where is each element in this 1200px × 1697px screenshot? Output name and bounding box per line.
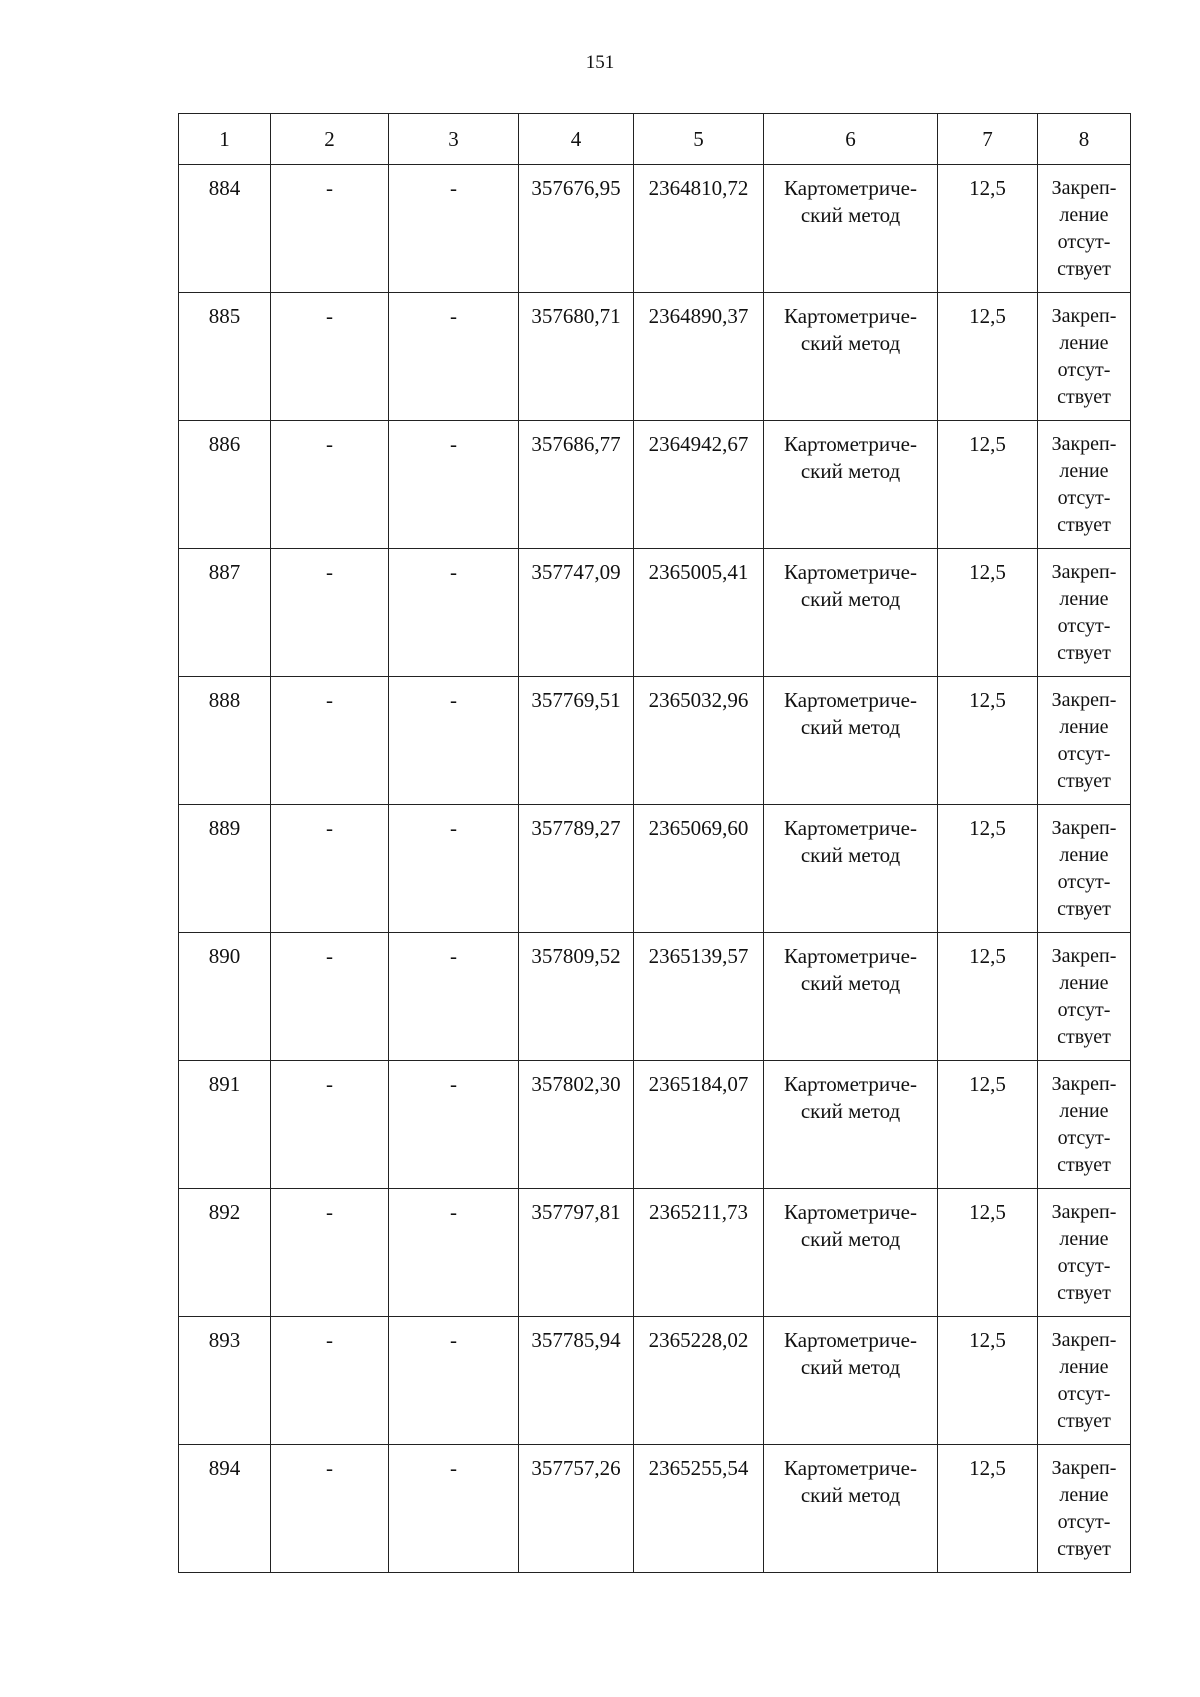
cell-point-number — [179, 165, 271, 293]
cell-fixation — [1038, 805, 1131, 933]
accuracy-text: 12,5 — [969, 688, 1006, 712]
col-2-value-text: - — [326, 304, 333, 328]
cell-col-2-value — [271, 1189, 389, 1317]
cell-fixation — [1038, 165, 1131, 293]
coordinate-x-text: 357789,27 — [531, 816, 621, 840]
cell-method — [764, 933, 938, 1061]
cell-col-2-value — [271, 805, 389, 933]
accuracy-text: 12,5 — [969, 1456, 1006, 1480]
point-number-text: 892 — [208, 1200, 241, 1224]
table-body — [179, 165, 1131, 1573]
accuracy-text: 12,5 — [969, 1328, 1006, 1352]
coordinate-y-text: 2365032,96 — [648, 688, 749, 712]
table-row — [179, 421, 1131, 549]
point-number-text: 890 — [208, 944, 241, 968]
method-text: Картометриче- ский метод — [784, 1072, 917, 1123]
cell-point-number — [179, 421, 271, 549]
coordinate-y-text: 2364890,37 — [648, 304, 749, 328]
coordinate-y-text: 2365184,07 — [648, 1072, 749, 1096]
cell-method — [764, 1189, 938, 1317]
cell-method — [764, 421, 938, 549]
table-row — [179, 805, 1131, 933]
cell-coordinate-x — [519, 1445, 634, 1573]
header-row — [179, 114, 1131, 165]
cell-col-3-value — [389, 549, 519, 677]
cell-fixation — [1038, 421, 1131, 549]
fixation-text: Закреп- ление отсут- ствует — [1051, 1329, 1117, 1432]
accuracy-text: 12,5 — [969, 816, 1006, 840]
cell-coordinate-x — [519, 549, 634, 677]
cell-coordinate-x — [519, 293, 634, 421]
cell-col-3-value — [389, 805, 519, 933]
table-row — [179, 165, 1131, 293]
cell-accuracy — [938, 677, 1038, 805]
accuracy-text: 12,5 — [969, 1200, 1006, 1224]
point-number-text: 886 — [208, 432, 241, 456]
cell-col-2-value — [271, 1445, 389, 1573]
accuracy-text: 12,5 — [969, 944, 1006, 968]
cell-method — [764, 677, 938, 805]
table-header — [179, 114, 1131, 165]
method-text: Картометриче- ский метод — [784, 688, 917, 739]
point-number-text: 885 — [208, 304, 241, 328]
cell-coordinate-x — [519, 677, 634, 805]
point-number-text: 887 — [208, 560, 241, 584]
accuracy-text: 12,5 — [969, 432, 1006, 456]
method-text: Картометриче- ский метод — [784, 816, 917, 867]
cell-col-2-value — [271, 933, 389, 1061]
table-row — [179, 1061, 1131, 1189]
method-text: Картометриче- ский метод — [784, 560, 917, 611]
cell-coordinate-y — [634, 293, 764, 421]
cell-accuracy — [938, 1317, 1038, 1445]
cell-accuracy — [938, 549, 1038, 677]
method-text: Картометриче- ский метод — [784, 1328, 917, 1379]
cell-col-2-value — [271, 421, 389, 549]
method-text: Картометриче- ский метод — [784, 304, 917, 355]
cell-point-number — [179, 1061, 271, 1189]
point-number-text: 893 — [208, 1328, 241, 1352]
method-text: Картометриче- ский метод — [784, 176, 917, 227]
table-row — [179, 1189, 1131, 1317]
cell-coordinate-y — [634, 549, 764, 677]
cell-fixation — [1038, 1061, 1131, 1189]
col-2-value-text: - — [326, 560, 333, 584]
fixation-text: Закреп- ление отсут- ствует — [1051, 177, 1117, 280]
col-3-value-text: - — [450, 944, 457, 968]
cell-col-3-value — [389, 677, 519, 805]
col-2-value-text: - — [326, 816, 333, 840]
col-3-value-text: - — [450, 1072, 457, 1096]
cell-coordinate-y — [634, 677, 764, 805]
cell-point-number — [179, 549, 271, 677]
fixation-text: Закреп- ление отсут- ствует — [1051, 1073, 1117, 1176]
col-2-value-text: - — [326, 1200, 333, 1224]
cell-method — [764, 805, 938, 933]
method-text: Картометриче- ский метод — [784, 1456, 917, 1507]
cell-fixation — [1038, 1189, 1131, 1317]
cell-accuracy — [938, 805, 1038, 933]
header-cell-1: 1 — [179, 114, 271, 165]
fixation-text: Закреп- ление отсут- ствует — [1051, 689, 1117, 792]
cell-coordinate-y — [634, 1317, 764, 1445]
cell-accuracy — [938, 1189, 1038, 1317]
point-number-text: 884 — [208, 176, 241, 200]
point-number-text: 888 — [208, 688, 241, 712]
coordinate-x-text: 357802,30 — [531, 1072, 621, 1096]
coordinate-x-text: 357680,71 — [531, 304, 621, 328]
col-2-value-text: - — [326, 1328, 333, 1352]
cell-accuracy — [938, 165, 1038, 293]
fixation-text: Закреп- ление отсут- ствует — [1051, 1457, 1117, 1560]
cell-method — [764, 165, 938, 293]
cell-col-2-value — [271, 1061, 389, 1189]
cell-col-2-value — [271, 165, 389, 293]
cell-fixation — [1038, 933, 1131, 1061]
cell-accuracy — [938, 421, 1038, 549]
cell-coordinate-y — [634, 1189, 764, 1317]
coordinate-x-text: 357757,26 — [531, 1456, 621, 1480]
cell-fixation — [1038, 677, 1131, 805]
cell-accuracy — [938, 1061, 1038, 1189]
cell-coordinate-y — [634, 805, 764, 933]
coordinate-x-text: 357809,52 — [531, 944, 621, 968]
cell-accuracy — [938, 933, 1038, 1061]
cell-method — [764, 1061, 938, 1189]
point-number-text: 894 — [208, 1456, 241, 1480]
cell-accuracy — [938, 293, 1038, 421]
coordinate-y-text: 2365139,57 — [648, 944, 749, 968]
cell-point-number — [179, 1317, 271, 1445]
cell-coordinate-y — [634, 1061, 764, 1189]
header-cell-3: 3 — [389, 114, 519, 165]
col-3-value-text: - — [450, 1456, 457, 1480]
cell-method — [764, 1445, 938, 1573]
cell-col-3-value — [389, 1317, 519, 1445]
coordinate-x-text: 357747,09 — [531, 560, 621, 584]
fixation-text: Закреп- ление отсут- ствует — [1051, 945, 1117, 1048]
accuracy-text: 12,5 — [969, 176, 1006, 200]
col-3-value-text: - — [450, 688, 457, 712]
cell-coordinate-y — [634, 933, 764, 1061]
cell-method — [764, 1317, 938, 1445]
coordinate-y-text: 2365211,73 — [649, 1200, 748, 1224]
header-cell-5: 5 — [634, 114, 764, 165]
col-2-value-text: - — [326, 688, 333, 712]
header-cell-7: 7 — [938, 114, 1038, 165]
coordinates-table — [178, 113, 1131, 1573]
cell-point-number — [179, 293, 271, 421]
cell-col-3-value — [389, 165, 519, 293]
cell-col-3-value — [389, 1445, 519, 1573]
cell-point-number — [179, 677, 271, 805]
cell-fixation — [1038, 293, 1131, 421]
col-3-value-text: - — [450, 1200, 457, 1224]
cell-coordinate-y — [634, 165, 764, 293]
cell-method — [764, 549, 938, 677]
col-3-value-text: - — [450, 816, 457, 840]
coordinate-y-text: 2365069,60 — [648, 816, 749, 840]
table-row — [179, 933, 1131, 1061]
cell-method — [764, 293, 938, 421]
cell-accuracy — [938, 1445, 1038, 1573]
col-2-value-text: - — [326, 1072, 333, 1096]
point-number-text: 889 — [208, 816, 241, 840]
coordinate-x-text: 357676,95 — [531, 176, 621, 200]
cell-col-2-value — [271, 677, 389, 805]
fixation-text: Закреп- ление отсут- ствует — [1051, 817, 1117, 920]
cell-col-3-value — [389, 1189, 519, 1317]
cell-col-3-value — [389, 933, 519, 1061]
coordinate-x-text: 357785,94 — [531, 1328, 621, 1352]
cell-point-number — [179, 1189, 271, 1317]
cell-coordinate-x — [519, 1317, 634, 1445]
coordinate-x-text: 357797,81 — [531, 1200, 621, 1224]
header-cell-4: 4 — [519, 114, 634, 165]
cell-col-2-value — [271, 1317, 389, 1445]
cell-coordinate-y — [634, 421, 764, 549]
cell-coordinate-x — [519, 1061, 634, 1189]
coordinate-y-text: 2365255,54 — [648, 1456, 749, 1480]
accuracy-text: 12,5 — [969, 304, 1006, 328]
accuracy-text: 12,5 — [969, 1072, 1006, 1096]
cell-col-3-value — [389, 421, 519, 549]
accuracy-text: 12,5 — [969, 560, 1006, 584]
cell-point-number — [179, 1445, 271, 1573]
cell-coordinate-x — [519, 933, 634, 1061]
table-row — [179, 549, 1131, 677]
fixation-text: Закреп- ление отсут- ствует — [1051, 561, 1117, 664]
col-3-value-text: - — [450, 304, 457, 328]
cell-coordinate-y — [634, 1445, 764, 1573]
col-2-value-text: - — [326, 176, 333, 200]
coordinate-y-text: 2365228,02 — [648, 1328, 749, 1352]
col-3-value-text: - — [450, 432, 457, 456]
table-row — [179, 293, 1131, 421]
cell-col-2-value — [271, 293, 389, 421]
point-number-text: 891 — [208, 1072, 241, 1096]
cell-point-number — [179, 933, 271, 1061]
col-3-value-text: - — [450, 560, 457, 584]
cell-point-number — [179, 805, 271, 933]
method-text: Картометриче- ский метод — [784, 1200, 917, 1251]
coordinate-x-text: 357769,51 — [531, 688, 621, 712]
col-2-value-text: - — [326, 1456, 333, 1480]
cell-coordinate-x — [519, 1189, 634, 1317]
table-row — [179, 677, 1131, 805]
cell-col-3-value — [389, 1061, 519, 1189]
table-row — [179, 1445, 1131, 1573]
page-number: 151 — [585, 52, 615, 73]
col-3-value-text: - — [450, 176, 457, 200]
table-row — [179, 1317, 1131, 1445]
cell-coordinate-x — [519, 805, 634, 933]
cell-col-3-value — [389, 293, 519, 421]
coordinate-y-text: 2364810,72 — [648, 176, 749, 200]
method-text: Картометриче- ский метод — [784, 432, 917, 483]
cell-coordinate-x — [519, 421, 634, 549]
header-cell-8: 8 — [1038, 114, 1131, 165]
col-2-value-text: - — [326, 944, 333, 968]
fixation-text: Закреп- ление отсут- ствует — [1051, 305, 1117, 408]
col-3-value-text: - — [450, 1328, 457, 1352]
fixation-text: Закреп- ление отсут- ствует — [1051, 1201, 1117, 1304]
cell-fixation — [1038, 1317, 1131, 1445]
method-text: Картометриче- ский метод — [784, 944, 917, 995]
col-2-value-text: - — [326, 432, 333, 456]
cell-col-2-value — [271, 549, 389, 677]
cell-coordinate-x — [519, 165, 634, 293]
coordinate-y-text: 2364942,67 — [648, 432, 749, 456]
header-cell-6: 6 — [764, 114, 938, 165]
header-cell-2: 2 — [271, 114, 389, 165]
fixation-text: Закреп- ление отсут- ствует — [1051, 433, 1117, 536]
coordinate-x-text: 357686,77 — [531, 432, 621, 456]
cell-fixation — [1038, 549, 1131, 677]
cell-fixation — [1038, 1445, 1131, 1573]
coordinate-y-text: 2365005,41 — [648, 560, 749, 584]
